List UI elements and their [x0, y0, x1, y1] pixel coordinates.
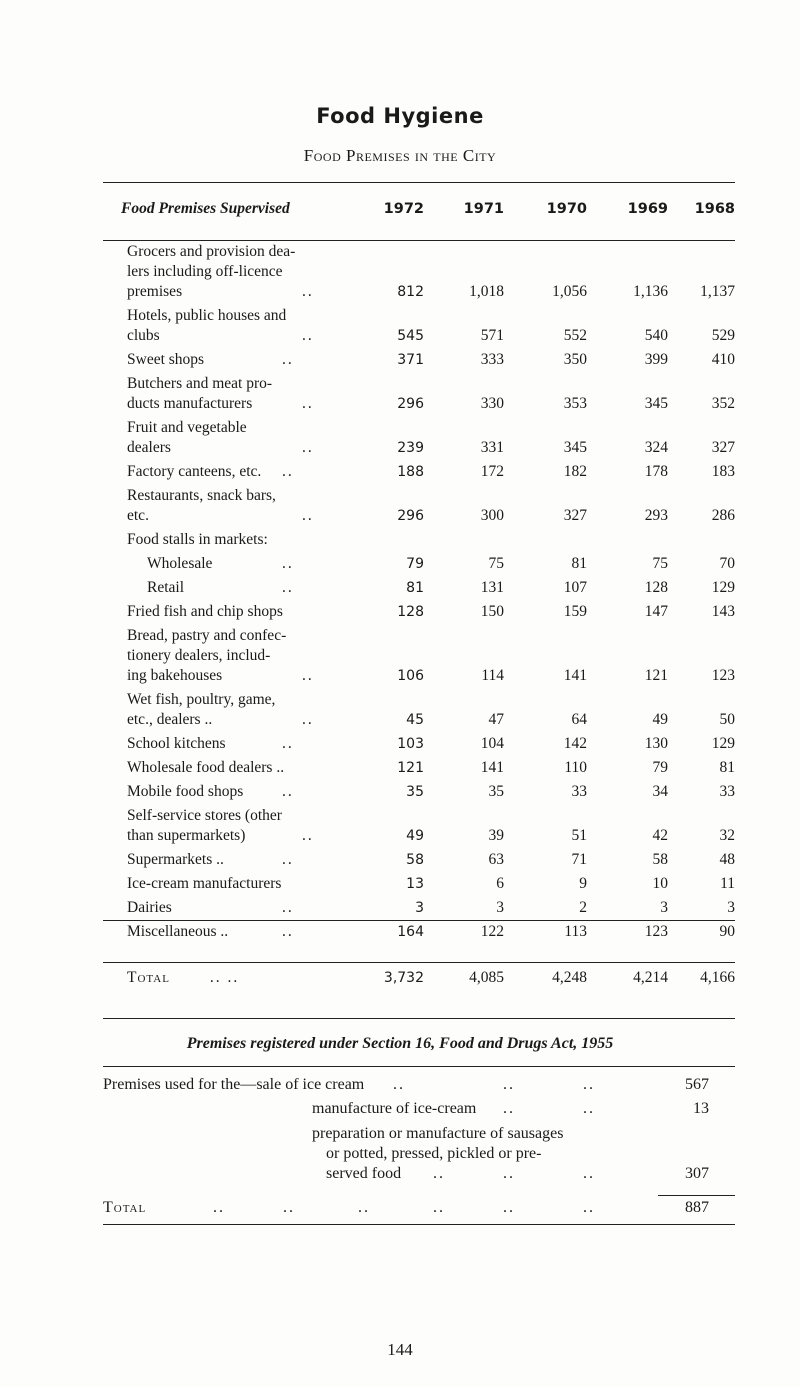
row-value: 81 — [406, 580, 424, 596]
row-value: 70 — [719, 555, 735, 572]
row-label: Fried fish and chip shops — [127, 603, 283, 620]
table-row — [103, 462, 735, 486]
table-row — [103, 690, 735, 734]
row-label: Ice-cream manufacturers — [127, 875, 282, 892]
row-label: Grocers and provision dea- lers including off-licence premises .. — [127, 243, 314, 300]
table-row — [103, 758, 735, 782]
row-value: 142 — [563, 735, 587, 752]
registered-value: 13 — [693, 1100, 709, 1117]
row-value: 159 — [563, 603, 587, 620]
row-value: 81 — [719, 759, 735, 776]
row-value: 812 — [397, 284, 424, 300]
row-value: 103 — [397, 736, 424, 752]
row-value: 141 — [480, 759, 504, 776]
row-value: 90 — [719, 923, 735, 940]
section2-header-rule — [103, 1066, 735, 1067]
top-rule — [103, 182, 735, 183]
row-value: 123 — [644, 923, 668, 940]
row-label: Butchers and meat pro- ducts manufacturers .. — [127, 375, 314, 412]
row-value: 48 — [719, 851, 735, 868]
row-value: 130 — [644, 735, 668, 752]
row-value: 107 — [563, 579, 587, 596]
row-value: 58 — [406, 852, 424, 868]
row-label: Supermarkets .. .. — [127, 851, 294, 868]
row-value: 47 — [488, 711, 504, 728]
row-value: 123 — [711, 667, 735, 684]
row-label: School kitchens .. — [127, 735, 294, 752]
pre-total-rule — [103, 920, 735, 921]
row-value: 571 — [480, 327, 504, 344]
row-label: Retail .. — [147, 579, 294, 596]
row-value: 296 — [397, 508, 424, 524]
row-value: 50 — [719, 711, 735, 728]
row-label: Restaurants, snack bars, etc. .. — [127, 487, 314, 524]
row-value: 345 — [644, 395, 668, 412]
table-row — [103, 350, 735, 374]
row-value: 13 — [406, 876, 424, 892]
row-value — [361, 530, 424, 554]
registered-value: 567 — [685, 1076, 709, 1093]
row-value: 545 — [397, 328, 424, 344]
row-label: Dairies .. — [127, 899, 294, 916]
row-value: 333 — [480, 351, 504, 368]
row-value: 150 — [480, 603, 504, 620]
row-value: 3 — [496, 899, 504, 916]
row-label: Factory canteens, etc. .. — [127, 463, 294, 480]
row-value: 183 — [711, 463, 735, 480]
row-value: 121 — [397, 760, 424, 776]
page-number: 144 — [387, 1340, 413, 1359]
row-value: 129 — [711, 579, 735, 596]
row-value: 529 — [711, 327, 735, 344]
row-value: 10 — [652, 875, 668, 892]
row-value: 345 — [563, 439, 587, 456]
row-value: 81 — [571, 555, 587, 572]
row-value: 122 — [480, 923, 504, 940]
bottom-rule — [103, 962, 735, 963]
total-row — [103, 946, 735, 992]
row-value: 352 — [711, 395, 735, 412]
table-row — [103, 734, 735, 758]
row-value: 2 — [579, 899, 587, 916]
row-value: 33 — [571, 783, 587, 800]
section2-top-rule — [103, 1018, 735, 1019]
row-value: 3 — [727, 899, 735, 916]
row-value: 9 — [579, 875, 587, 892]
total-label: Total .. .. — [127, 969, 240, 986]
row-value: 350 — [563, 351, 587, 368]
total-value: 4,085 — [469, 969, 504, 986]
row-value: 1,137 — [700, 283, 735, 300]
row-value: 172 — [480, 463, 504, 480]
row-value: 188 — [397, 464, 424, 480]
row-value: 1,018 — [469, 283, 504, 300]
table-row — [103, 782, 735, 806]
row-value: 239 — [397, 440, 424, 456]
row-value — [668, 530, 735, 554]
row-value — [504, 530, 587, 554]
row-value: 63 — [488, 851, 504, 868]
row-value — [587, 530, 668, 554]
row-value: 39 — [488, 827, 504, 844]
row-value: 330 — [480, 395, 504, 412]
registered-lead: Premises used for the—sale of ice cream — [103, 1076, 365, 1093]
row-label: Fruit and vegetable dealers .. — [127, 419, 314, 456]
total-value: 4,248 — [552, 969, 587, 986]
row-value: 128 — [397, 604, 424, 620]
registered-item: served food — [326, 1165, 402, 1182]
row-value: 552 — [563, 327, 587, 344]
section2-bottom-rule — [103, 1224, 735, 1225]
registered-item: preparation or manufacture of sausages — [312, 1125, 564, 1142]
header-year: 1969 — [627, 201, 668, 217]
row-value: 540 — [644, 327, 668, 344]
table-row — [103, 578, 735, 602]
row-value: 114 — [481, 667, 504, 684]
row-value: 34 — [652, 783, 668, 800]
row-value: 410 — [711, 351, 735, 368]
row-value: 106 — [397, 668, 424, 684]
row-value: 293 — [644, 507, 668, 524]
row-value: 113 — [564, 923, 587, 940]
food-premises-table — [103, 190, 735, 992]
row-value: 178 — [644, 463, 668, 480]
row-value: 49 — [406, 828, 424, 844]
row-value: 141 — [563, 667, 587, 684]
header-year: 1970 — [546, 201, 587, 217]
row-label: Mobile food shops .. — [127, 783, 294, 800]
page-title: Food Hygiene — [316, 104, 484, 128]
registered-total-value: 887 — [685, 1199, 709, 1216]
row-value: 35 — [488, 783, 504, 800]
registered-value: 307 — [685, 1165, 709, 1182]
row-value: 79 — [652, 759, 668, 776]
row-label: Wholesale .. — [147, 555, 294, 572]
row-value — [424, 530, 504, 554]
row-label: Self-service stores (other than supermarkets) .. — [127, 807, 314, 844]
total-value: 4,214 — [633, 969, 668, 986]
total-value: 3,732 — [383, 970, 424, 986]
row-label: Food stalls in markets: — [127, 531, 268, 548]
row-value: 58 — [652, 851, 668, 868]
total-value: 4,166 — [700, 969, 735, 986]
row-label: Wholesale food dealers .. — [127, 759, 285, 776]
registered-item: manufacture of ice-cream — [312, 1100, 477, 1117]
row-value: 131 — [480, 579, 504, 596]
row-value: 71 — [571, 851, 587, 868]
row-value: 296 — [397, 396, 424, 412]
row-label: Sweet shops .. — [127, 351, 294, 368]
table-row — [103, 602, 735, 626]
row-value: 147 — [644, 603, 668, 620]
row-value: 35 — [406, 784, 424, 800]
table-row — [103, 806, 735, 850]
row-value: 3 — [660, 899, 668, 916]
table-row — [103, 554, 735, 578]
table-body — [103, 242, 735, 992]
table-row — [103, 530, 735, 554]
row-value: 371 — [397, 352, 424, 368]
row-label: Bread, pastry and confec- tionery dealers, includ- ing bakehouses .. — [127, 627, 314, 684]
row-value: 399 — [644, 351, 668, 368]
row-value: 79 — [406, 556, 424, 572]
row-value: 32 — [719, 827, 735, 844]
header-label: Food Premises Supervised — [121, 200, 290, 217]
table-row — [103, 306, 735, 350]
row-value: 286 — [711, 507, 735, 524]
row-value: 6 — [496, 875, 504, 892]
row-value: 121 — [644, 667, 668, 684]
table-row — [103, 374, 735, 418]
row-value: 327 — [563, 507, 587, 524]
row-value: 182 — [563, 463, 587, 480]
row-value: 1,056 — [552, 283, 587, 300]
row-value: 331 — [480, 439, 504, 456]
row-value: 353 — [563, 395, 587, 412]
table-row — [103, 418, 735, 462]
row-value: 11 — [720, 875, 735, 892]
row-value: 33 — [719, 783, 735, 800]
header-year: 1971 — [463, 201, 504, 217]
row-label: Hotels, public houses and clubs .. — [127, 307, 314, 344]
table-row — [103, 486, 735, 530]
table-row — [103, 898, 735, 922]
row-value: 128 — [644, 579, 668, 596]
table-header-row — [103, 190, 735, 228]
row-value: 129 — [711, 735, 735, 752]
row-value: 143 — [711, 603, 735, 620]
table-row — [103, 850, 735, 874]
row-value: 1,136 — [633, 283, 668, 300]
page: Food Hygiene Food Premises in the City Food Premises Supervised 1972 1971 1970 1969 1968 Grocers and provision dea- lers including off-licence premises .. 812 1,018 1,056 1,136 1,137 Hotels, public houses and clubs .. 545 571 552 540 529 Sweet shops .. 371 333 350 399 410 Butchers and meat pro- ducts manufacturers .. 296 330 353 345 352 Fruit and vegetable dealers .. 239 331 345 324 327 Factory canteens, etc. .. 188 172 182 178 183 Restaurants, snack bars, etc. .. 296 300 327 293 286 Food stalls in markets: Wholesale .. 79 75 81 75 70 Retail .. 81 131 107 128 129 Fried fish and chip shops 128 150 159 147 143 Bread, pastry and confec- tionery dealers, includ- ing bakehouses .. 106 114 141 121 123 Wet fish, poultry, game, etc., dealers .. .. 45 47 64 49 50 School kitchens .. 103 104 142 130 129 Wholesale food dealers .. 121 141 110 79 81 Mobile food shops .. 35 35 33 34 33 Self-service stores (other than supermarkets) .. 49 39 51 42 32 Supermarkets .. .. 58 63 71 58 48 Ice-cream manufacturers 13 6 9 10 11 Dairies .. 3 3 2 3 3 Miscellaneous .. .. 164 122 113 123 90 Total .. .. 3,732 4,085 4,248 4,214 4,166 Premises registered under Section 16, Food and Drugs Act, 1955 Premises used for the—sale of ice cream .. .. .. 567 manufacture of ice-cream .. .. 13 preparation or manufacture of sausages or potted, pressed, pickled or pre- served food .. .. .. 307 Total .. .. .. .. .. .. 887 144 — [0, 0, 800, 1387]
row-value: 327 — [711, 439, 735, 456]
row-value: 64 — [571, 711, 587, 728]
table-row — [103, 242, 735, 306]
row-value: 75 — [488, 555, 504, 572]
registered-item: or potted, pressed, pickled or pre- — [326, 1145, 542, 1162]
header-year: 1968 — [694, 201, 735, 217]
header-year: 1972 — [383, 201, 424, 217]
row-value: 75 — [652, 555, 668, 572]
row-value: 164 — [397, 924, 424, 940]
row-value: 45 — [406, 712, 424, 728]
registered-total-label: Total — [103, 1199, 147, 1216]
table-row — [103, 626, 735, 690]
row-value: 110 — [564, 759, 587, 776]
row-value: 324 — [644, 439, 668, 456]
table-row — [103, 922, 735, 946]
row-value: 3 — [415, 900, 424, 916]
row-value: 104 — [480, 735, 504, 752]
section2-title: Premises registered under Section 16, Food and Drugs Act, 1955 — [186, 1035, 614, 1052]
table-subtitle: Food Premises in the City — [303, 146, 497, 165]
row-label: Wet fish, poultry, game, etc., dealers .. .. — [127, 691, 314, 728]
table-row — [103, 874, 735, 898]
row-value: 300 — [480, 507, 504, 524]
row-label: Miscellaneous .. .. — [127, 923, 294, 940]
row-value: 42 — [652, 827, 668, 844]
row-value: 51 — [571, 827, 587, 844]
row-value: 49 — [652, 711, 668, 728]
